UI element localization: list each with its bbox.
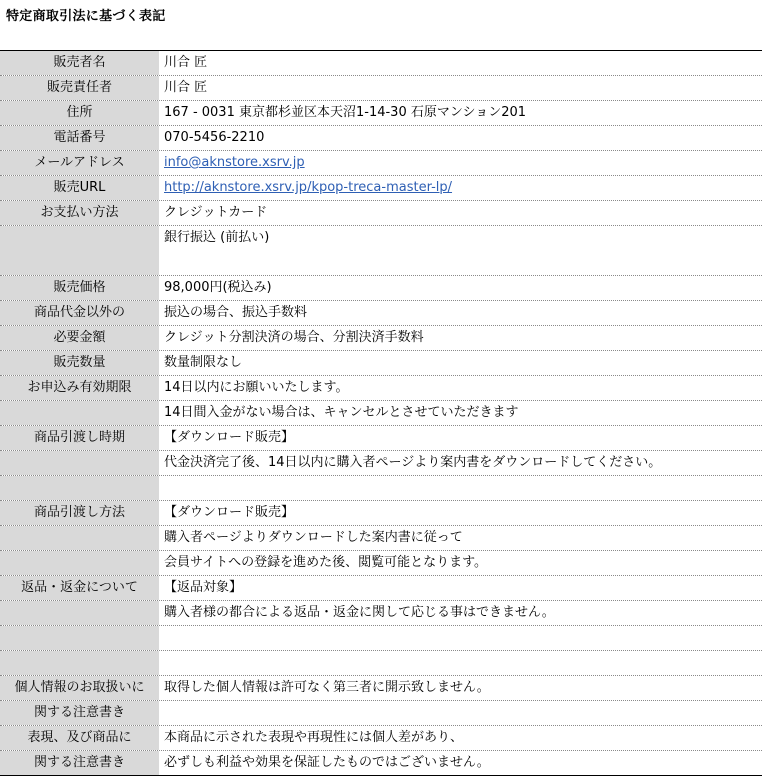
delivery-method-label-filler: [0, 526, 159, 550]
other-fees-label-2: 必要金額: [0, 326, 159, 350]
payment-label: お支払い方法: [0, 201, 159, 225]
page-title: 特定商取引法に基づく表記: [6, 9, 166, 24]
delivery-time-label-filler-2: [0, 476, 159, 500]
url-value-container: [164, 176, 758, 200]
row-payment-2: [0, 226, 762, 276]
payment-value-2: 銀行振込 (前払い): [164, 230, 270, 245]
returns-label-filler-2: [0, 626, 159, 650]
returns-value-2: 購入者様の都合による返品・返金に関して応じる事はできません。: [164, 605, 555, 620]
expression-label-1: 表現、及び商品に: [0, 726, 159, 750]
expression-value-2: 必ずしも利益や効果を保証したものではございません。: [164, 755, 490, 770]
row-expression-1: [0, 726, 762, 751]
address-label: 住所: [0, 101, 159, 125]
email-link[interactable]: info@aknstore.xsrv.jp: [164, 155, 305, 170]
row-other-fees-2: [0, 326, 762, 351]
validity-label-filler: [0, 401, 159, 425]
validity-value-2: 14日間入金がない場合は、キャンセルとさせていただきます: [164, 405, 519, 420]
returns-label-filler-3: [0, 651, 159, 675]
payment-label-filler: [0, 226, 159, 275]
delivery-method-value-1: 【ダウンロード販売】: [164, 505, 295, 520]
row-expression-2: [0, 751, 762, 776]
privacy-label-1: 個人情報のお取扱いに: [0, 676, 159, 700]
row-delivery-method-1: [0, 501, 762, 526]
row-delivery-time-3: [0, 476, 762, 501]
email-label: メールアドレス: [0, 151, 159, 175]
delivery-time-value-2: 代金決済完了後、14日以内に購入者ページより案内書をダウンロードしてください。: [164, 455, 662, 470]
phone-value: 070-5456-2210: [164, 130, 265, 145]
expression-value-1: 本商品に示された表現や再現性には個人差があり、: [164, 730, 464, 745]
row-delivery-method-3: [0, 551, 762, 576]
price-label: 販売価格: [0, 276, 159, 300]
privacy-label-2: 関する注意書き: [0, 701, 159, 725]
delivery-method-value-2: 購入者ページよりダウンロードした案内書に従って: [164, 530, 463, 545]
seller-value: 川合 匠: [164, 55, 208, 70]
phone-label: 電話番号: [0, 126, 159, 150]
delivery-method-label-filler-2: [0, 551, 159, 575]
expression-label-2: 関する注意書き: [0, 751, 159, 775]
row-privacy-1: [0, 676, 762, 701]
row-validity-2: [0, 401, 762, 426]
row-delivery-method-2: [0, 526, 762, 551]
returns-value-1: 【返品対象】: [164, 580, 243, 595]
sales-url-link[interactable]: http://aknstore.xsrv.jp/kpop-treca-master-lp/: [164, 180, 453, 195]
row-url: [0, 176, 762, 201]
email-value-container: [164, 151, 758, 175]
row-phone: [0, 126, 762, 151]
row-other-fees-1: [0, 301, 762, 326]
row-payment-1: [0, 201, 762, 226]
legal-notice-table: [0, 50, 762, 776]
delivery-time-label: 商品引渡し時期: [0, 426, 159, 450]
payment-value-1: クレジットカード: [164, 205, 268, 220]
returns-label-filler: [0, 601, 159, 625]
row-validity-1: [0, 376, 762, 401]
validity-value-1: 14日以内にお願いいたします。: [164, 380, 349, 395]
returns-label: 返品・返金について: [0, 576, 159, 600]
seller-label: 販売者名: [0, 51, 159, 75]
manager-label: 販売責任者: [0, 76, 159, 100]
row-address: [0, 101, 762, 126]
quantity-label: 販売数量: [0, 351, 159, 375]
delivery-time-value-1: 【ダウンロード販売】: [164, 430, 295, 445]
row-returns-2: [0, 601, 762, 626]
delivery-method-label: 商品引渡し方法: [0, 501, 159, 525]
address-value: 167 - 0031 東京都杉並区本天沼1-14-30 石原マンション201: [164, 105, 527, 120]
price-value: 98,000円(税込み): [164, 280, 272, 295]
row-returns-1: [0, 576, 762, 601]
manager-value: 川合 匠: [164, 80, 208, 95]
row-price: [0, 276, 762, 301]
row-privacy-2: [0, 701, 762, 726]
other-fees-label-1: 商品代金以外の: [0, 301, 159, 325]
row-delivery-time-1: [0, 426, 762, 451]
row-returns-3: [0, 626, 762, 651]
row-manager: [0, 76, 762, 101]
row-email: [0, 151, 762, 176]
privacy-value-1: 取得した個人情報は許可なく第三者に開示致しません。: [164, 680, 490, 695]
row-returns-4: [0, 651, 762, 676]
row-quantity: [0, 351, 762, 376]
other-fees-value-2: クレジット分割決済の場合、分割決済手数料: [164, 330, 424, 345]
other-fees-value-1: 振込の場合、振込手数料: [164, 305, 308, 320]
url-label: 販売URL: [0, 176, 159, 200]
row-delivery-time-2: [0, 451, 762, 476]
validity-label: お申込み有効期限: [0, 376, 159, 400]
row-seller: [0, 51, 762, 76]
quantity-value: 数量制限なし: [164, 355, 243, 370]
delivery-time-label-filler: [0, 451, 159, 475]
delivery-method-value-3: 会員サイトへの登録を進めた後、閲覧可能となります。: [164, 555, 488, 570]
